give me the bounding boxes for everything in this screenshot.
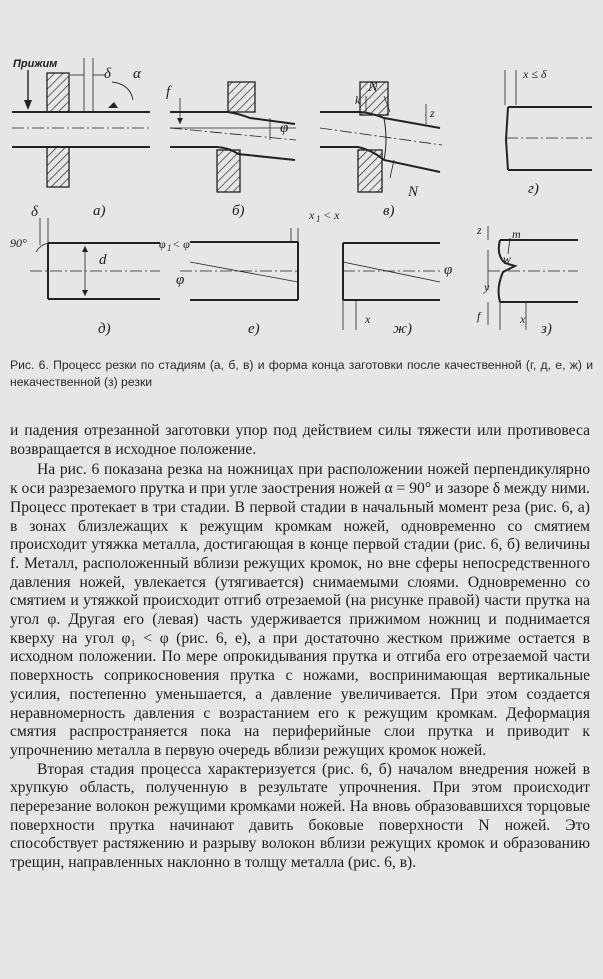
figure-6 bbox=[0, 0, 603, 352]
x-label-z: x bbox=[520, 312, 526, 326]
phi-label-e: φ bbox=[176, 272, 185, 288]
panel-d-label: д) bbox=[98, 321, 111, 337]
panel-b-drawing bbox=[170, 82, 296, 192]
panel-v-label: в) bbox=[383, 203, 395, 219]
angle-90-label: 90° bbox=[10, 236, 27, 250]
panel-zh-drawing bbox=[343, 243, 440, 330]
k-label: k bbox=[355, 93, 361, 107]
lt-phi-label: < φ bbox=[172, 237, 190, 251]
w-label: w bbox=[503, 252, 512, 266]
z-label-z: z bbox=[477, 223, 482, 237]
panel-b-label: б) bbox=[232, 203, 245, 219]
alpha-label: α bbox=[133, 66, 141, 82]
lt-x-label: < x bbox=[323, 208, 340, 222]
figure-caption: Рис. 6. Процесс резки по стадиям (а, б, в) и форма конца заготовки после качественной (г, д, е, ж) и некачественной (з) резки bbox=[10, 358, 593, 389]
m-label: m bbox=[512, 227, 521, 241]
panel-a-drawing bbox=[12, 58, 150, 187]
clamp-label: Прижим bbox=[13, 58, 58, 70]
N-label-bottom: N bbox=[408, 184, 419, 200]
phi1-label: φ bbox=[159, 237, 166, 251]
delta-label-d: δ bbox=[31, 204, 38, 220]
panel-z-label: з) bbox=[541, 321, 552, 337]
y-label: y bbox=[484, 280, 490, 294]
paragraph: и падения отрезанной заготовки упор под действием силы тяжести или противовеса возвращается в исходное положение. bbox=[10, 422, 590, 458]
d-label: d bbox=[99, 252, 107, 268]
x-label-zh: x bbox=[365, 312, 371, 326]
f-label-b: f bbox=[166, 84, 171, 100]
x1-subscript: 1 bbox=[316, 214, 321, 224]
panel-e-drawing bbox=[180, 228, 298, 300]
panel-v-drawing bbox=[320, 82, 442, 192]
phi1-subscript: 1 bbox=[167, 243, 172, 253]
body-text bbox=[10, 420, 590, 873]
panel-g-drawing bbox=[505, 70, 592, 170]
N-label-top: N bbox=[368, 79, 379, 95]
x-le-delta-label: x ≤ δ bbox=[523, 67, 547, 81]
phi-label-zh: φ bbox=[444, 262, 453, 278]
paragraph: На рис. 6 показана резка на ножницах при расположении ножей перпендикулярно к оси разрезаемого прутка и при угле заострения ножей α = 90° и зазоре δ между ними. Процесс протекает в три стадии. В первой стадии в начальный момент реза (рис. 6, а) в зонах близлежащих к режущим кромкам ножей, одновременно со смятием происходит утяжка металла, достигающая в конце первой стадии (рис. 6, б) величины f. Металл, расположенный вблизи режущих кромок, но вне сферы непосредственного давления ножей, увлекается (утягивается) снимаемыми слоями. Одновременно со смятием и утяжкой происходит отгиб отрезаемой (на рисунке правой) части прутка на угол φ. Другая его (левая) часть удерживается прижимом ножниц и поднимается кверху на угол φ₁ < φ (рис. 6, е), а при достаточно жестком прижиме остается в исходном положении. По мере опрокидывания прутка и отгиба его отрезаемой части поверхность соприкосновения прутка с ножами, воспринимающая вертикальные усилия, постепенно уменьшается, а давление увеличивается. При этом создается неравномерность давления с возрастанием его к режущим кромкам. Деформация смятия распространяется пока на периферийные слои прутка и приводит к упрочнению металла в первую очередь вблизи режущих кромок ножей. bbox=[10, 461, 591, 759]
panel-e-label: е) bbox=[248, 321, 260, 337]
panel-g-label: г) bbox=[528, 181, 539, 197]
paragraph: Вторая стадия процесса характеризуется (рис. 6, б) началом внедрения ножей в хрупкую область, полученную в результате упрочнения. При этом происходит перерезание волокон режущими кромками ножей. На вновь образовавшихся торцовые поверхности прутка начинают давить боковые поверхности N ножей. Это способствует растяжению и разрыву волокон вблизи режущих кромок и образованию трещин, направленных наклонно в толщу металла (рис. 6, в). bbox=[10, 760, 590, 872]
delta-label-a: δ bbox=[104, 66, 111, 82]
panel-d-drawing bbox=[30, 218, 160, 299]
panel-z-drawing bbox=[488, 226, 578, 330]
f-label-z: f bbox=[477, 309, 481, 323]
phi-label-b: φ bbox=[280, 120, 289, 136]
z-label-v: z bbox=[430, 106, 435, 120]
panel-a-label: а) bbox=[93, 203, 106, 219]
x1-label: x bbox=[309, 208, 315, 222]
panel-zh-label: ж) bbox=[393, 321, 412, 337]
